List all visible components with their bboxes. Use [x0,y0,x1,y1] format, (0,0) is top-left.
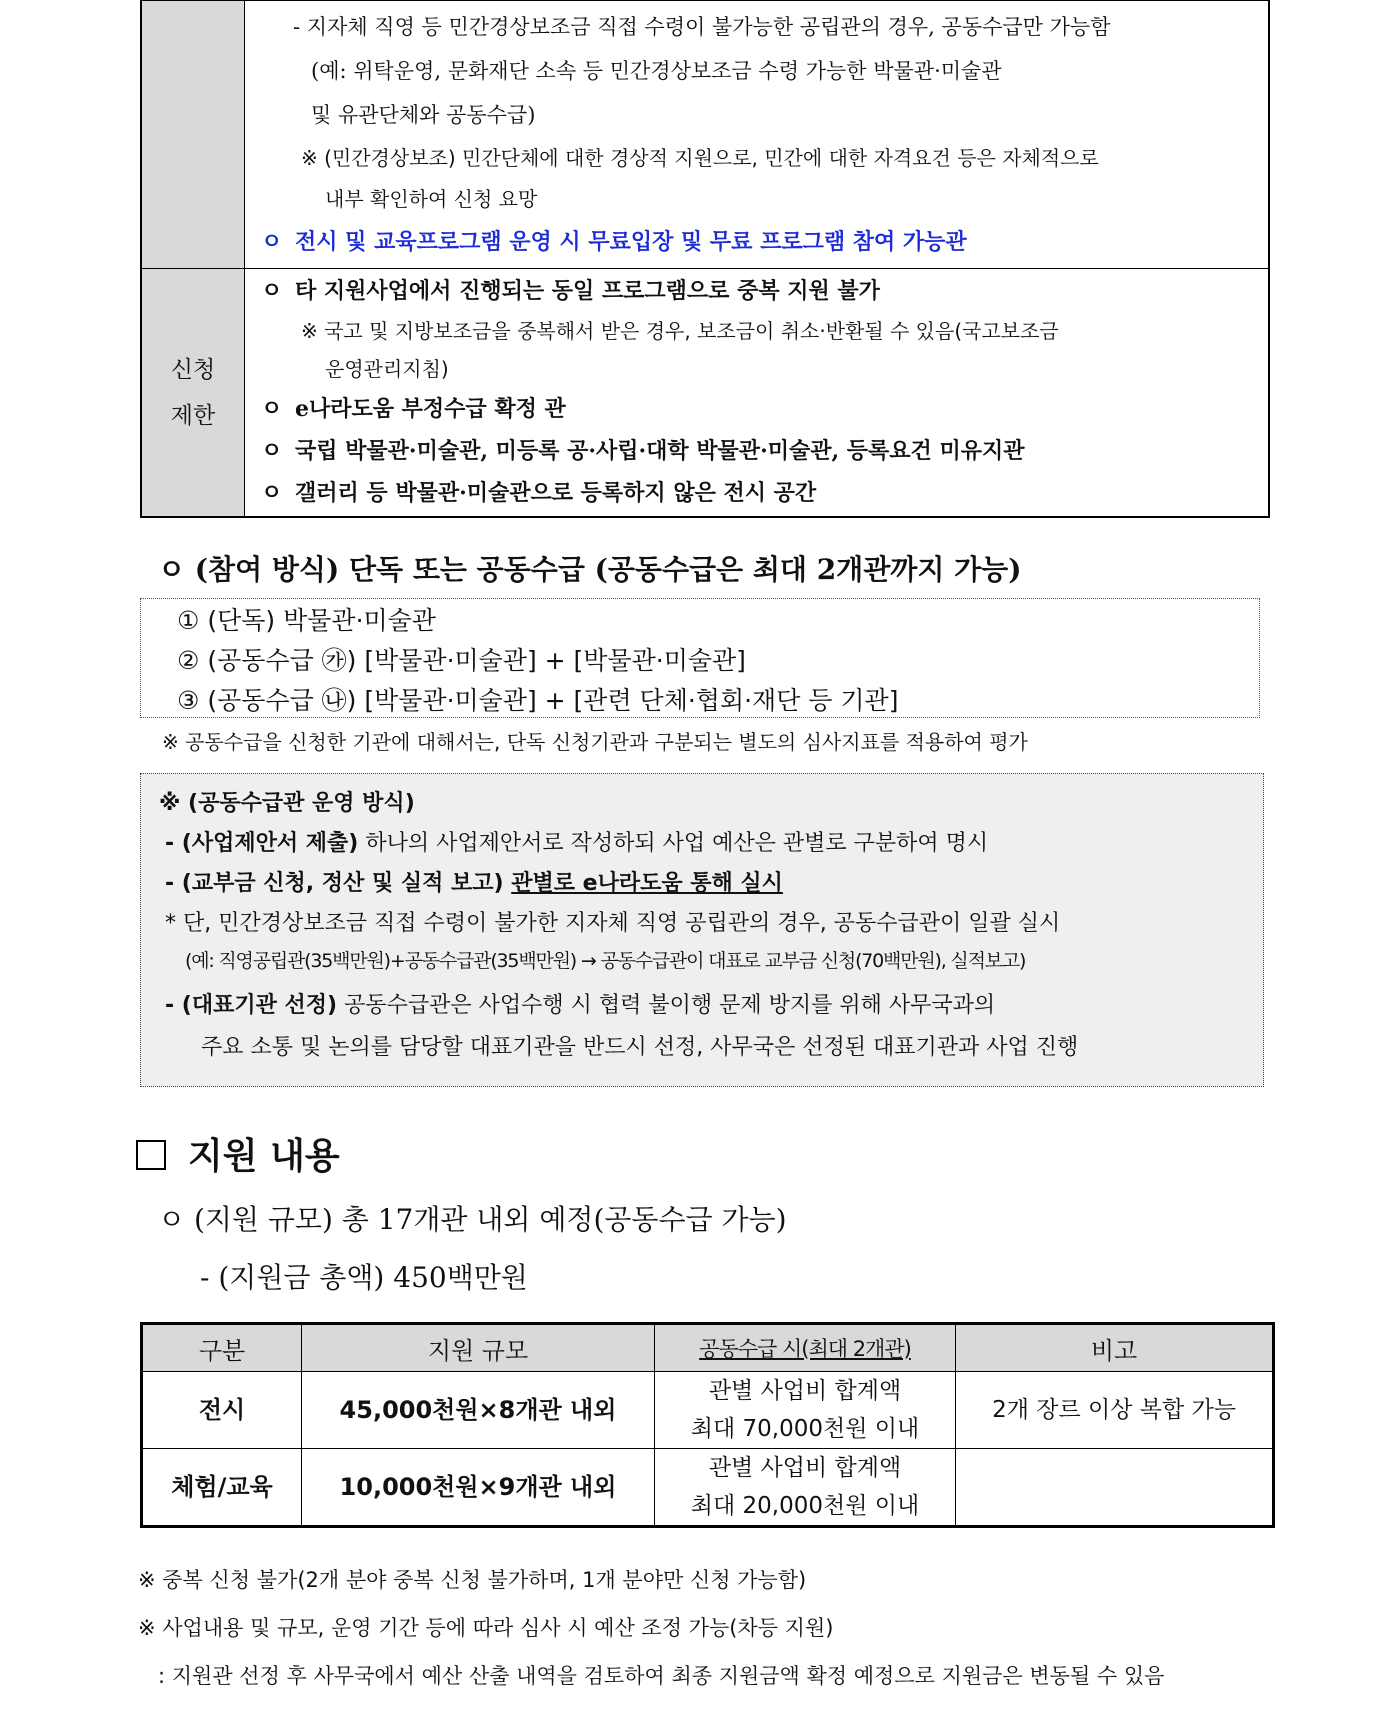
header-category: 구분 [142,1324,302,1372]
participation-note: ※ 공동수급을 신청한 기관에 대해서는, 단독 신청기관과 구분되는 별도의 심사지표를 적용하여 평가 [162,730,1028,754]
participation-heading: ㅇ (참여 방식) 단독 또는 공동수급 (공동수급은 최대 2개관까지 가능) [158,553,1022,586]
row-category: 체험/교육 [142,1449,302,1527]
free-admission-line [261,219,1254,265]
operation-exception: * 단, 민간경상보조금 직접 수령이 불가한 지자체 직영 공립관의 경우, 공동수급관이 일괄 실시 [165,911,1061,936]
header-note: 비고 [956,1324,1274,1372]
row-note: 2개 장르 이상 복합 가능 [956,1372,1274,1449]
operation-representative-2: 주요 소통 및 논의를 담당할 대표기관을 반드시 선정, 사무국은 선정된 대표기관과 사업 진행 [201,1035,1079,1060]
row-joint: 관별 사업비 합계액 최대 70,000천원 이내 [655,1372,956,1449]
bullet: ㅇ [261,228,283,255]
row-category: 전시 [142,1372,302,1449]
support-table [140,1322,1275,1528]
restriction-label [141,269,245,518]
joint-operation-box [140,773,1264,1087]
operation-title: ※ (공동수급관 운영 방식) [159,791,415,816]
restriction-label-1: 신청 [170,356,216,383]
operation-representative: - (대표기관 선정) 공동수급관은 사업수행 시 협력 불이행 문제 방지를 위해 사무국과의 [165,993,996,1018]
row-scale: 10,000천원×9개관 내외 [302,1449,655,1527]
operation-report: - (교부금 신청, 정산 및 실적 보고) 관별로 e나라도움 통해 실시 [165,871,783,896]
restriction-note: ※ 국고 및 지방보조금을 중복해서 받은 경우, 보조금이 취소·반환될 수 있음(국고보조금 [301,319,1059,343]
participation-options-box [140,598,1260,718]
operation-example: (예: 직영공립관(35백만원)+공동수급관(35백만원) → 공동수급관이 대표로 교부금 신청(70백만원), 실적보고) [185,950,1026,972]
support-scale: ㅇ (지원 규모) 총 17개관 내외 예정(공동수급 가능) [158,1203,787,1236]
bullet: ㅇ [261,278,283,304]
table-row [142,1449,1274,1527]
eligibility-line: 및 유관단체와 공동수급) [311,102,536,127]
restriction-label-2: 제한 [170,402,216,429]
footnote: ※ 사업내용 및 규모, 운영 기간 등에 따라 심사 시 예산 조정 가능(차등 지원) [138,1616,834,1640]
eligibility-note: ※ (민간경상보조) 민간단체에 대한 경상적 지원으로, 민간에 대한 자격요건 등은 자체적으로 [301,145,1099,170]
eligibility-cell [245,1,1270,269]
operation-proposal: - (사업제안서 제출) 하나의 사업제안서로 작성하되 사업 예산은 관별로 구분하여 명시 [165,831,989,856]
row-label-empty [141,1,245,269]
restriction-line: ㅇ 갤러리 등 박물관·미술관으로 등록하지 않은 전시 공간 [261,472,1254,515]
footnote: ※ 중복 신청 불가(2개 분야 중복 신청 불가하며, 1개 분야만 신청 가능함) [138,1568,807,1592]
table-row [142,1372,1274,1449]
square-bullet-icon [136,1140,166,1170]
support-section-title: 지원 내용 [136,1128,340,1179]
support-total: - (지원금 총액) 450백만원 [200,1261,528,1294]
restriction-line: ㅇ 국립 박물관·미술관, 미등록 공·사립·대학 박물관·미술관, 등록요건 미유지관 [261,430,1254,472]
restriction-note: 운영관리지침) [325,357,449,381]
bullet: ㅇ [261,480,283,506]
eligibility-line: (예: 위탁운영, 문화재단 소속 등 민간경상보조금 수령 가능한 박물관·미술관 [311,58,1002,83]
footnote: : 지원관 선정 후 사무국에서 예산 산출 내역을 검토하여 최종 지원금액 확정 예정으로 지원금은 변동될 수 있음 [158,1664,1165,1688]
bullet: ㅇ [261,438,283,464]
header-joint: 공동수급 시(최대 2개관) [655,1324,956,1372]
participation-option: ② (공동수급 ㉮) [박물관·미술관] + [박물관·미술관] [177,646,746,675]
restriction-cell [245,269,1270,518]
header-scale: 지원 규모 [302,1324,655,1372]
bullet: ㅇ [261,396,283,422]
row-note [956,1449,1274,1527]
table-header-row [142,1324,1274,1372]
restriction-line: ㅇ e나라도움 부정수급 확정 관 [261,388,1254,430]
restriction-line: ㅇ 타 지원사업에서 진행되는 동일 프로그램으로 중복 지원 불가 [261,270,1254,312]
participation-option: ③ (공동수급 ㉯) [박물관·미술관] + [관련 단체·협회·재단 등 기관] [177,686,899,715]
eligibility-note: 내부 확인하여 신청 요망 [325,186,538,211]
eligibility-line: - 지자체 직영 등 민간경상보조금 직접 수령이 불가능한 공립관의 경우, 공동수급만 가능함 [293,14,1111,39]
participation-option: ① (단독) 박물관·미술관 [177,606,436,635]
free-admission-text: 전시 및 교육프로그램 운영 시 무료입장 및 무료 프로그램 참여 가능관 [295,228,967,255]
row-scale: 45,000천원×8개관 내외 [302,1372,655,1449]
restrictions-table [140,0,1270,518]
row-joint: 관별 사업비 합계액 최대 20,000천원 이내 [655,1449,956,1527]
